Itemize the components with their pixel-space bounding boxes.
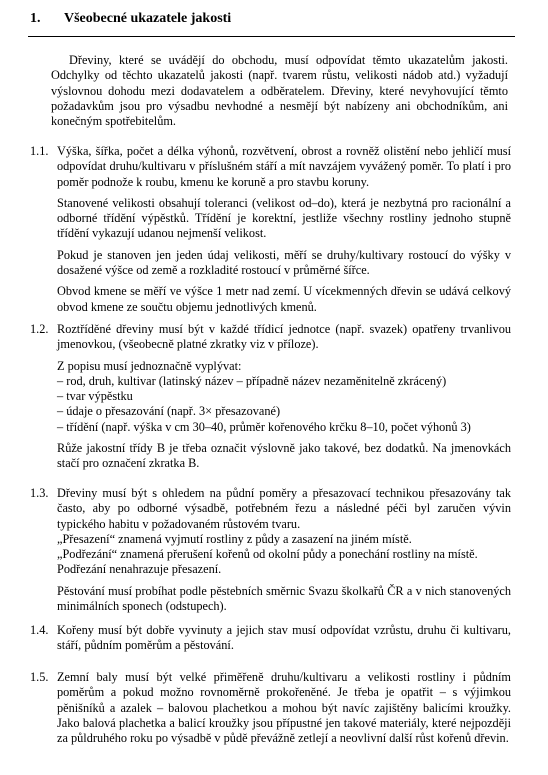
paragraph: Výška, šířka, počet a délka výhonů, rozvětvení, obrost a rovněž olistění nebo jehličí musí odpovídat druhu/kultivaru v příslušném stáří a mít navzájem vyvážený poměr. To platí i pro poměr podnože k roubu, kmenu ke koruně a pro stavbu koruny. [57, 144, 511, 189]
paragraph: Dřeviny musí být s ohledem na půdní poměry a přesazovací technikou přesazovány tak často, aby po odborné výsadbě, potřebném řezu a následné péči byl zaručen vývin typického habitu v požadovaném růstovém tvaru. [57, 486, 511, 531]
section-body [57, 486, 511, 614]
paragraph: Kořeny musí být dobře vyvinuty a jejich stav musí odpovídat vzrůstu, druhu či kultivaru, stáří, půdním poměrům a pěstování. [57, 623, 511, 653]
paragraph: Pokud je stanoven jen jeden údaj velikosti, měří se druhy/kultivary rostoucí do výšky v dosažené výšce od země a rozkladité rostoucí v průměrné šířce. [57, 247, 511, 278]
section-number: 1.1. [30, 144, 49, 158]
definition-line: „Přesazení“ znamená vyjmutí rostliny z půdy a zasazení na jiném místě. [57, 531, 412, 546]
section-body [57, 144, 511, 315]
list-item: – třídění (např. výška v cm 30–40, průměr kořenového krčku 8–10, počet výhonů 3) [57, 419, 471, 434]
section-heading [30, 11, 231, 26]
paragraph: Růže jakostní třídy B je třeba označit výslovně jako takové, bez dodatků. Na jmenovkách stačí pro označení zkratka B. [57, 441, 511, 471]
heading-number: 1. [30, 11, 41, 26]
paragraph-group [57, 486, 511, 578]
paragraph: Zemní baly musí být velké přiměřeně druhu/kultivaru a velikosti rostliny i půdním poměrům a pokud možno rovnoměrně prokořeněné. Je třeba je opatřit – s výjimkou pěnišníků a azalek – balovou plachetkou a mohou být navíc zajištěny balicími kroužky. Jako balová plachetka a balicí kroužky jsou přípustné jen takové materiály, které nejpozději za půldruhého roku po výsadbě v půdě převážně zetlejí a neovlivní další růst kořenů dřevin. [57, 670, 511, 746]
section-number: 1.4. [30, 623, 49, 637]
paragraph: Obvod kmene se měří ve výšce 1 metr nad zemí. U vícekmenných dřevin se udává celkový obvod kmene ze součtu objemu jednotlivých kmenů. [57, 284, 511, 314]
section-body [57, 322, 511, 472]
heading-title: Všeobecné ukazatele jakosti [64, 11, 232, 26]
paragraph: Pěstování musí probíhat podle pěstebních směrnic Svazu školkařů ČR a v nich stanovených minimálních sponech (odstupech). [57, 583, 511, 614]
paragraph: Stanovené velikosti obsahují toleranci (velikost od–do), která je nezbytná pro racionální a odborné třídění výpěstků. Třídění je korektní, jestliže všechny rostliny jednoho stupně třídění vykazují udanou nejmenší velikost. [57, 195, 511, 241]
paragraph: Roztříděné dřeviny musí být v každé třídicí jednotce (např. svazek) opatřeny trvanlivou jmenovkou, (všeobecně platné zkratky viz v příloze). [57, 322, 511, 352]
section-body [57, 670, 511, 746]
heading-rule [28, 36, 515, 37]
criteria-list [57, 359, 511, 435]
definition-line: „Podřezání“ znamená přerušení kořenů od okolní půdy a ponechání rostliny na místě. [57, 547, 478, 562]
list-item: – údaje o přesazování (např. 3× přesazované) [57, 404, 281, 419]
section-body [57, 623, 511, 654]
intro-text: Dřeviny, které se uvádějí do obchodu, musí odpovídat těmto ukazatelům jakosti. Odchylky od těchto ukazatelů jakosti (např. tvarem růstu, velikosti nádob atd.) vyžadují výslovnou dohodu mezi dodavatelem a odběratelem. Dřeviny, které nevyhovující těmto požadavkům jsou pro výsadbu nevhodné a nesmějí být nabízeny ani obchodníkům, ani konečným spotřebitelům. [51, 53, 508, 129]
intro-paragraph [51, 53, 508, 129]
list-item: – tvar výpěstku [57, 389, 133, 404]
section-number: 1.2. [30, 322, 49, 336]
section-number: 1.3. [30, 486, 49, 500]
list-title: Z popisu musí jednoznačně vyplývat: [57, 358, 242, 373]
definition-line: Podřezání nenahrazuje přesazení. [57, 562, 222, 577]
section-number: 1.5. [30, 670, 49, 684]
list-item: – rod, druh, kultivar (latinský název – případně název nezaměnitelně zkrácený) [57, 373, 447, 388]
